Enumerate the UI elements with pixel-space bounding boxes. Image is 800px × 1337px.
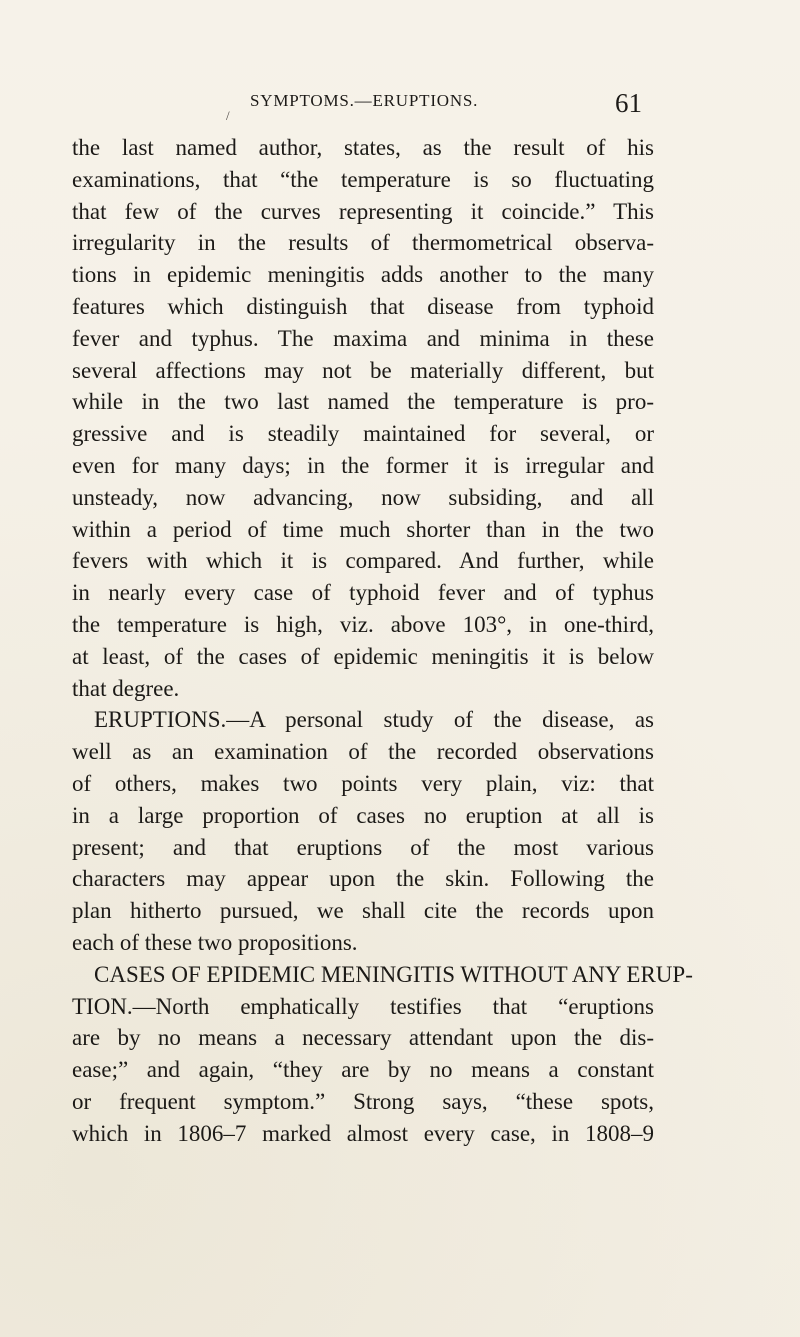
text-line: ease;” and again, “they are by no means a constant bbox=[72, 1057, 654, 1083]
section-heading-cases: CASES OF EPIDEMIC MENINGITIS WITHOUT ANY ERUP- bbox=[94, 961, 693, 987]
text-line: features which distinguish that disease from typhoid bbox=[72, 293, 654, 319]
text-line: characters may appear upon the skin. Following the bbox=[72, 866, 654, 892]
text-line: fever and typhus. The maxima and minima in these bbox=[72, 325, 654, 351]
text-line: well as an examination of the recorded observations bbox=[72, 739, 654, 765]
text-line: unsteady, now advancing, now subsiding, and all bbox=[72, 484, 654, 510]
text-line: that few of the curves representing it coincide.” This bbox=[72, 198, 654, 224]
text-line: while in the two last named the temperature is pro- bbox=[72, 389, 654, 415]
text-line: of others, makes two points very plain, viz: that bbox=[72, 770, 654, 796]
page-number: 61 bbox=[615, 88, 642, 118]
text-line: even for many days; in the former it is irregular and bbox=[72, 452, 654, 478]
text-line: in nearly every case of typhoid fever and of typhus bbox=[72, 580, 654, 606]
stray-mark: / bbox=[226, 108, 230, 123]
text-line: the last named author, states, as the result of his bbox=[72, 135, 654, 160]
page-header bbox=[250, 88, 642, 121]
text-line: irregularity in the results of thermometrical observa- bbox=[72, 230, 654, 256]
text-line: which in 1806–7 marked almost every case, in 1808–9 bbox=[72, 1120, 654, 1146]
text-line: that degree. bbox=[72, 675, 180, 701]
text-line: TION.—North emphatically testifies that “eruptions bbox=[72, 993, 654, 1019]
text-line: tions in epidemic meningitis adds another to the many bbox=[72, 262, 654, 288]
text-line: are by no means a necessary attendant upon the dis- bbox=[72, 1025, 654, 1051]
text-line: several affections may not be materially different, but bbox=[72, 357, 654, 383]
body-text bbox=[72, 132, 693, 1150]
text-line: or frequent symptom.” Strong says, “these spots, bbox=[72, 1088, 654, 1114]
text-line: present; and that eruptions of the most various bbox=[72, 834, 654, 860]
text-line: each of these two propositions. bbox=[72, 929, 358, 955]
text-line: the temperature is high, viz. above 103°, in one-third, bbox=[72, 611, 654, 637]
section-heading-eruptions: ERUPTIONS.—A personal study of the disease, as bbox=[94, 707, 654, 733]
text-line: gressive and is steadily maintained for several, or bbox=[72, 421, 654, 447]
text-line: plan hitherto pursued, we shall cite the records upon bbox=[72, 898, 654, 924]
text-line: within a period of time much shorter than in the two bbox=[72, 516, 654, 542]
text-line: examinations, that “the temperature is so fluctuating bbox=[72, 166, 654, 192]
text-line: at least, of the cases of epidemic meningitis it is below bbox=[72, 643, 654, 669]
running-head: SYMPTOMS.—ERUPTIONS. bbox=[250, 91, 479, 110]
text-line: fevers with which it is compared. And further, while bbox=[72, 548, 654, 574]
text-line: in a large proportion of cases no eruption at all is bbox=[72, 802, 654, 828]
